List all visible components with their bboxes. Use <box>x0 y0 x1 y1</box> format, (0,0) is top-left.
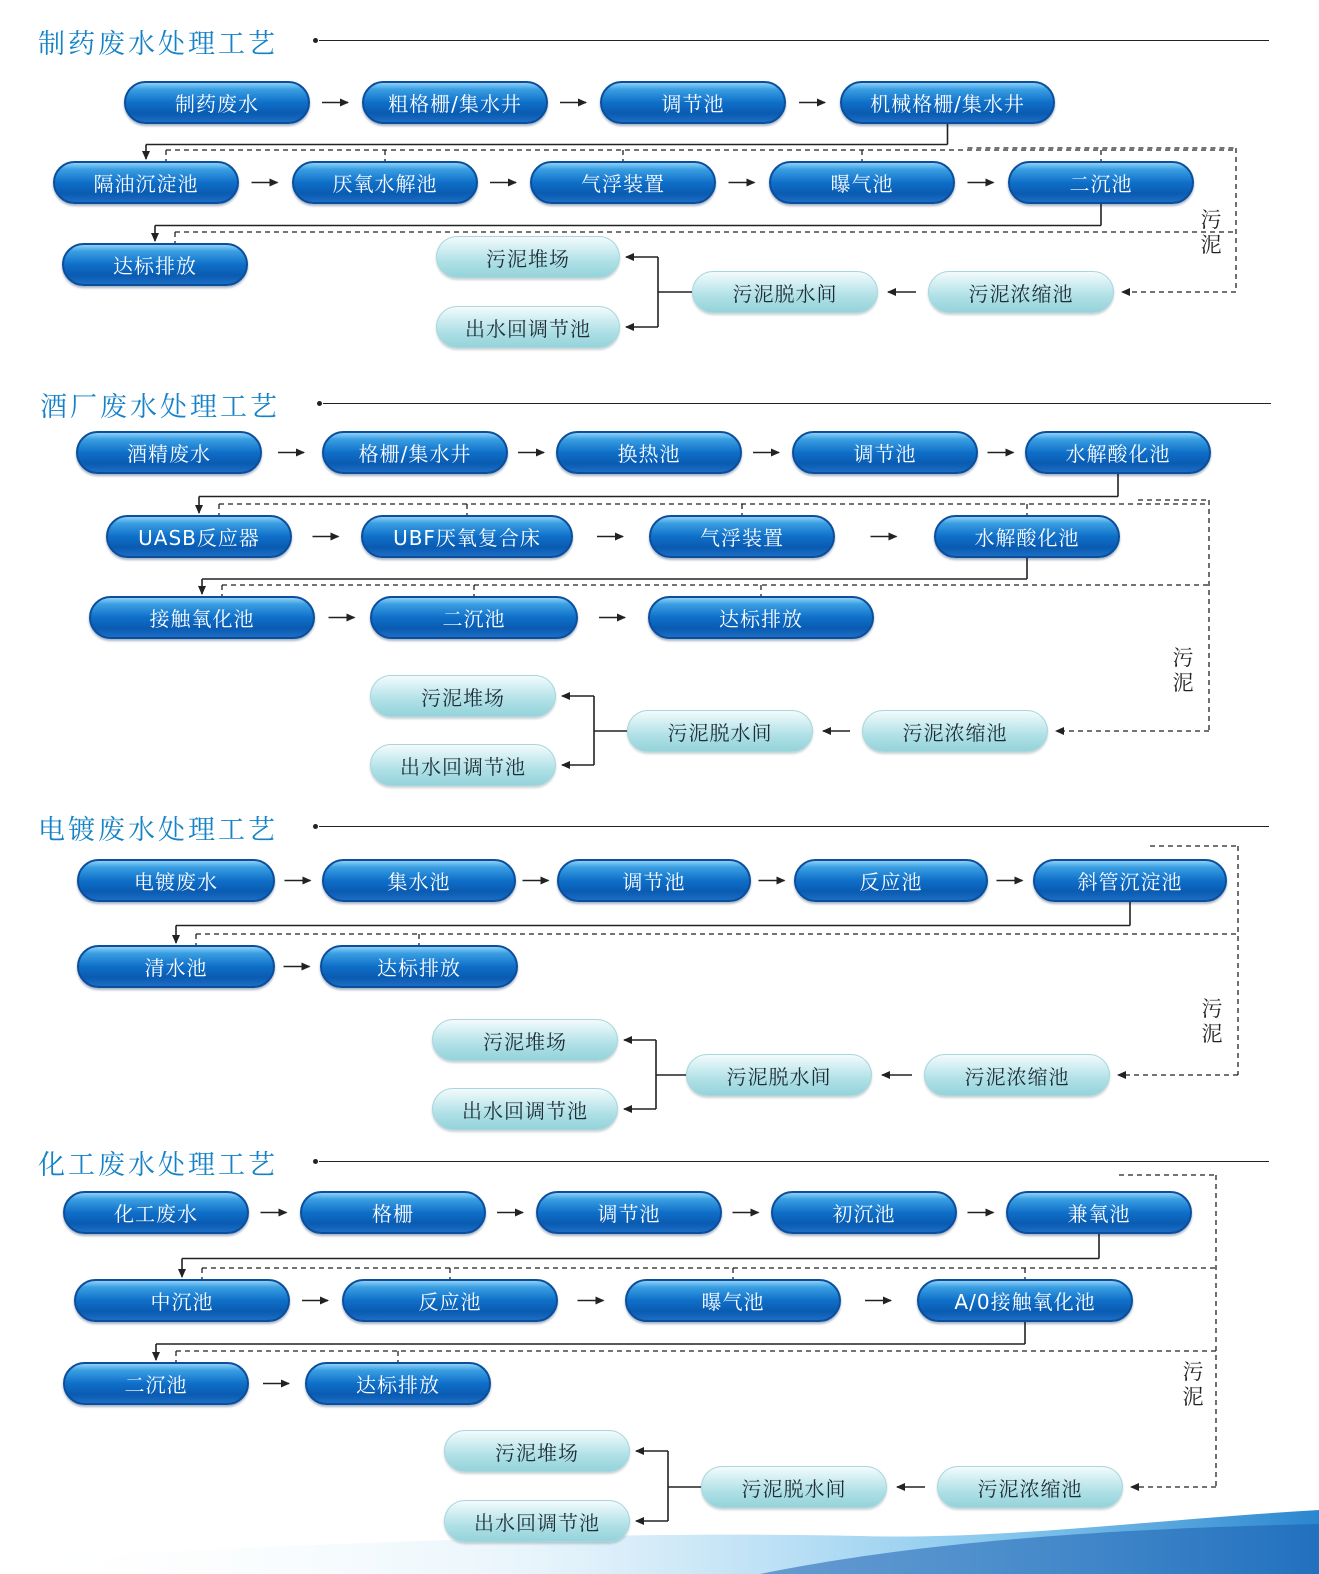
return-to-tank: 出水回调节池 <box>370 744 556 786</box>
sludge-yard: 污泥堆场 <box>370 675 556 717</box>
process-step: 兼氧池 <box>1006 1191 1192 1234</box>
title-bullet <box>317 401 322 406</box>
process-step: 达标排放 <box>62 243 248 286</box>
process-step: UBF厌氧复合床 <box>361 515 573 558</box>
title-bullet <box>313 1159 318 1164</box>
process-step: 清水池 <box>77 945 275 988</box>
process-step: 曝气池 <box>625 1279 841 1322</box>
process-step: 酒精废水 <box>76 431 262 474</box>
title-rule <box>319 826 1269 827</box>
title-bullet <box>313 38 318 43</box>
title-bullet <box>313 824 318 829</box>
process-step: 二沉池 <box>1008 161 1194 204</box>
sludge-yard: 污泥堆场 <box>432 1019 618 1061</box>
sludge-dewatering: 污泥脱水间 <box>692 271 878 313</box>
sludge-yard: 污泥堆场 <box>444 1430 630 1472</box>
process-step: 换热池 <box>556 431 742 474</box>
process-step: 格栅 <box>300 1191 486 1234</box>
return-to-tank: 出水回调节池 <box>436 306 620 348</box>
process-step: 格栅/集水井 <box>322 431 508 474</box>
process-step: 二沉池 <box>63 1362 249 1405</box>
title-rule <box>323 403 1271 404</box>
process-step: 调节池 <box>792 431 978 474</box>
process-step: 调节池 <box>600 81 786 124</box>
sludge-thickener: 污泥浓缩池 <box>862 710 1048 752</box>
section-title: 酒厂废水处理工艺 <box>40 392 280 423</box>
process-step: 曝气池 <box>769 161 955 204</box>
title-rule <box>319 1161 1269 1162</box>
process-step: 集水池 <box>322 859 516 902</box>
process-step: 中沉池 <box>74 1279 290 1322</box>
sludge-label: 污泥 <box>1182 1360 1204 1409</box>
process-step: 反应池 <box>342 1279 558 1322</box>
process-step: 粗格栅/集水井 <box>362 81 548 124</box>
process-step: 二沉池 <box>370 596 578 639</box>
sludge-thickener: 污泥浓缩池 <box>924 1054 1110 1096</box>
section-title: 化工废水处理工艺 <box>38 1150 278 1181</box>
process-step: 化工废水 <box>63 1191 249 1234</box>
title-rule <box>319 40 1269 41</box>
process-step: 调节池 <box>557 859 751 902</box>
process-step: 调节池 <box>536 1191 722 1234</box>
sludge-thickener: 污泥浓缩池 <box>937 1466 1123 1508</box>
process-step: 斜管沉淀池 <box>1033 859 1227 902</box>
sludge-label: 污泥 <box>1201 997 1223 1046</box>
process-step: 机械格栅/集水井 <box>840 81 1055 124</box>
process-step: A/0接触氧化池 <box>917 1279 1133 1322</box>
process-step: 初沉池 <box>771 1191 957 1234</box>
sludge-label: 污泥 <box>1200 208 1222 257</box>
process-step: 厌氧水解池 <box>292 161 478 204</box>
process-step: 电镀废水 <box>77 859 275 902</box>
section-title: 制药废水处理工艺 <box>38 29 278 60</box>
process-step: 接触氧化池 <box>89 596 315 639</box>
process-step: 达标排放 <box>320 945 518 988</box>
sludge-thickener: 污泥浓缩池 <box>928 271 1114 313</box>
process-step: 水解酸化池 <box>934 515 1120 558</box>
return-to-tank: 出水回调节池 <box>444 1500 630 1542</box>
process-step: 气浮装置 <box>649 515 835 558</box>
process-step: UASB反应器 <box>106 515 292 558</box>
process-step: 制药废水 <box>124 81 310 124</box>
sludge-dewatering: 污泥脱水间 <box>627 710 813 752</box>
sludge-dewatering: 污泥脱水间 <box>701 1466 887 1508</box>
process-step: 反应池 <box>794 859 988 902</box>
process-step: 水解酸化池 <box>1025 431 1211 474</box>
process-step: 隔油沉淀池 <box>53 161 239 204</box>
process-step: 气浮装置 <box>530 161 716 204</box>
sludge-yard: 污泥堆场 <box>436 236 620 278</box>
section-title: 电镀废水处理工艺 <box>38 815 278 846</box>
process-step: 达标排放 <box>648 596 874 639</box>
sludge-dewatering: 污泥脱水间 <box>686 1054 872 1096</box>
sludge-label: 污泥 <box>1172 646 1194 695</box>
process-step: 达标排放 <box>305 1362 491 1405</box>
return-to-tank: 出水回调节池 <box>432 1088 618 1130</box>
